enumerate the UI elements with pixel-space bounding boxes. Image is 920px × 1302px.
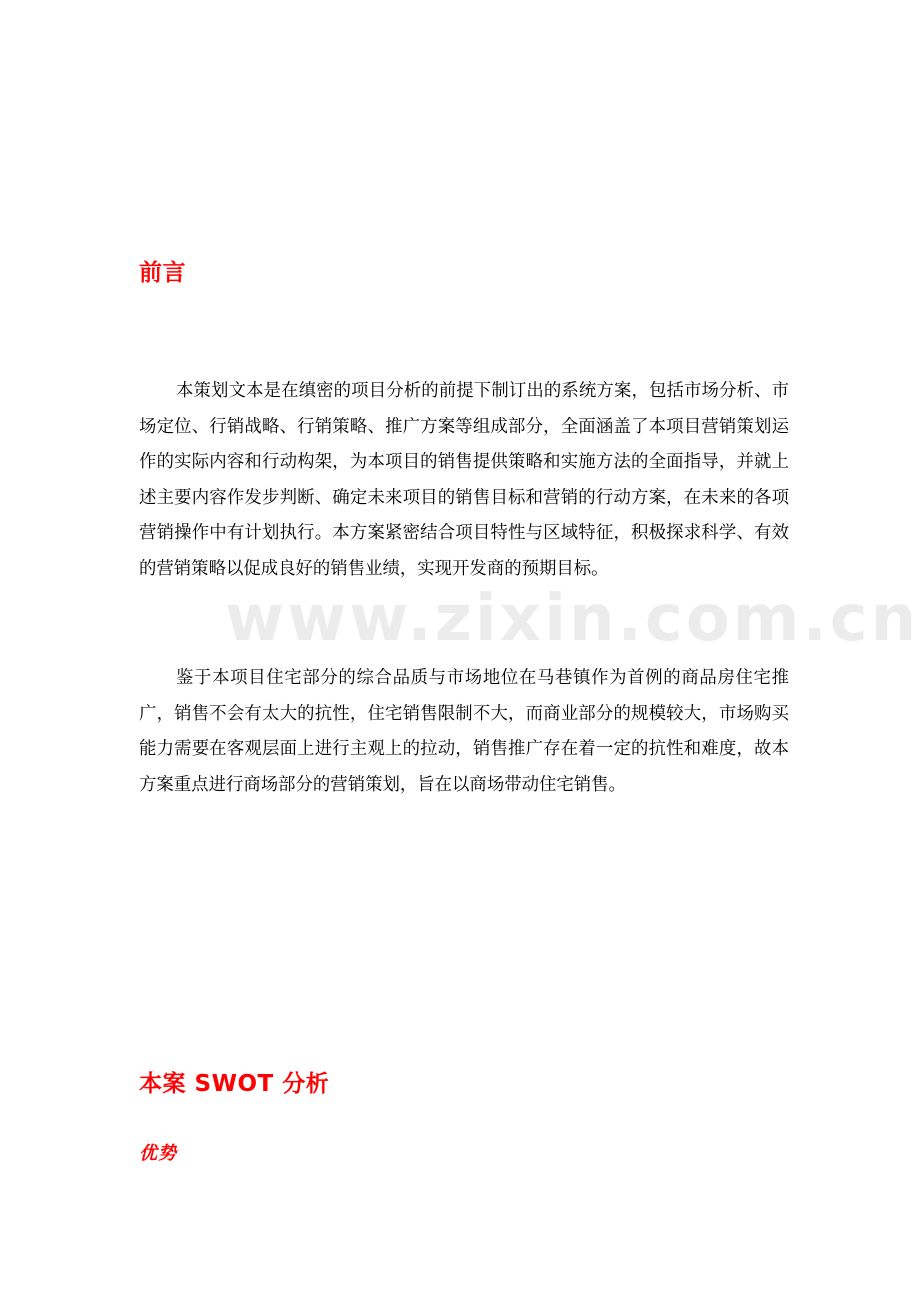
preface-paragraph-1: 本策划文本是在缜密的项目分析的前提下制订出的系统方案，包括市场分析、市场定位、行销战略、行销策略、推广方案等组成部分，全面涵盖了本项目营销策划运作的实际内容和行动构架，为本项目的销售提供策略和实施方法的全面指导，并就上述主要内容作发步判断、确定未来项目的销售目标和营销的行动方案，在未来的各项营销操作中有计划执行。本方案紧密结合项目特性与区域特征，积极探求科学、有效的营销策略以促成良好的销售业绩，实现开发商的预期目标。 xyxy=(139,381,789,579)
swot-strengths-subtitle: 优势 xyxy=(139,1143,177,1164)
watermark: www.zixin.com.cn xyxy=(225,582,920,656)
swot-title: 本案 SWOT 分析 xyxy=(139,1071,330,1097)
preface-paragraph-2: 鉴于本项目住宅部分的综合品质与市场地位在马巷镇作为首例的商品房住宅推广，销售不会有太大的抗性，住宅销售限制不大，而商业部分的规模较大，市场购买能力需要在客观层面上进行主观上的拉动，销售推广存在着一定的抗性和难度，故本方案重点进行商场部分的营销策划，旨在以商场带动住宅销售。 xyxy=(139,668,789,795)
preface-title: 前言 xyxy=(139,260,186,286)
